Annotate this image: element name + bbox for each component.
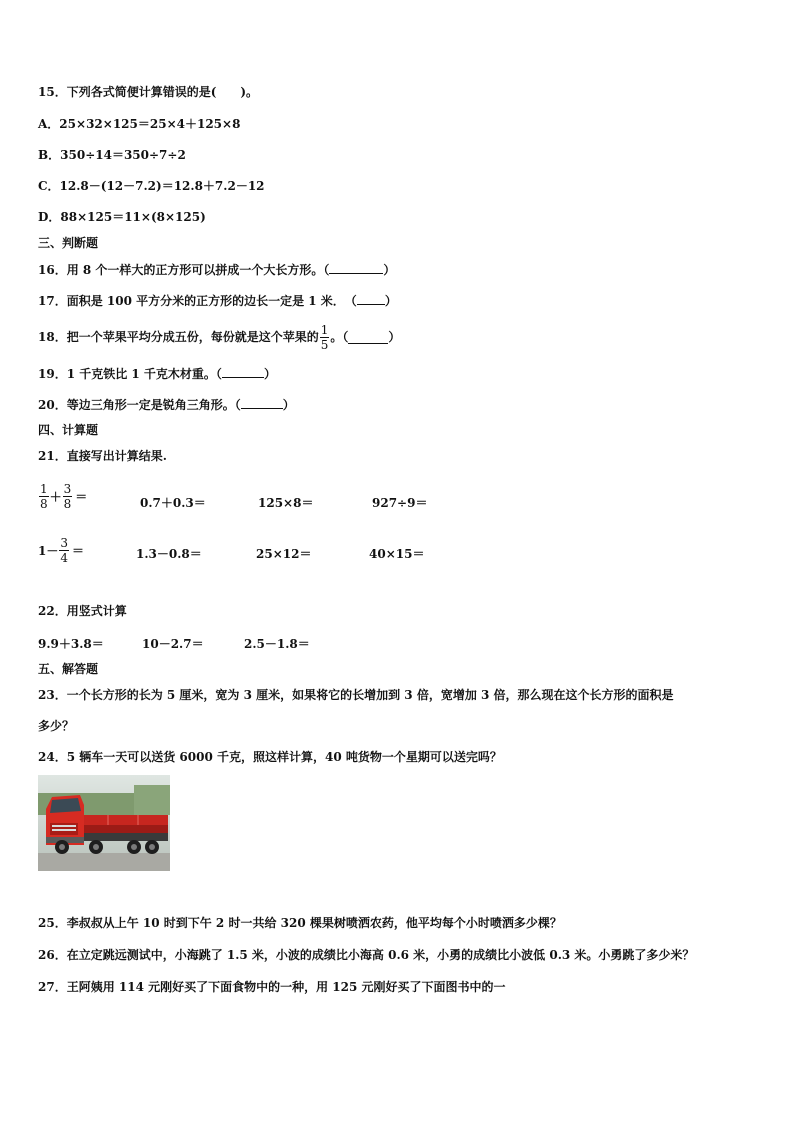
- question-20: [38, 396, 295, 413]
- calc-item: 25×12＝: [256, 547, 312, 561]
- truck-photo: [38, 775, 170, 871]
- fraction-denominator: 8: [63, 497, 72, 511]
- section-4-heading: 四、计算题: [38, 423, 99, 437]
- plus-sign: ＋: [49, 490, 62, 504]
- question-15-stem: 15．下列各式简便计算错误的是( )。: [38, 85, 259, 99]
- question-16: [38, 261, 395, 278]
- calc-fraction-sum: [38, 482, 87, 511]
- question-25: 25．李叔叔从上午 10 时到下午 2 时一共给 320 棵果树喷洒农药，他平均每个小时喷洒多少棵？: [38, 916, 562, 930]
- question-19-end: ）: [263, 367, 276, 381]
- calc-item: 9.9＋3.8＝: [38, 637, 104, 651]
- question-26: 26．在立定跳远测试中，小海跳了 1.5 米，小波的成绩比小海高 0.6 米，小勇的成绩比小波低 0.3 米。小勇跳了多少米？: [38, 948, 695, 962]
- question-17: [38, 292, 397, 309]
- equals-sign: ＝: [72, 544, 85, 558]
- fraction-one-eighth: [39, 482, 49, 511]
- fraction-denominator: 8: [40, 497, 48, 511]
- calc-fraction-difference: [38, 536, 84, 565]
- question-19: [38, 365, 276, 382]
- question-23-line-2: 多少？: [38, 719, 75, 733]
- question-27: 27．王阿姨用 114 元刚好买了下面食物中的一种，用 125 元刚好买了下面图书中的一: [38, 980, 506, 994]
- fraction-numerator: 1: [40, 482, 48, 496]
- fraction-numerator: 1: [320, 322, 329, 337]
- calc-item: 927÷9＝: [372, 496, 428, 510]
- section-5-heading: 五、解答题: [38, 662, 99, 676]
- calc-item: 0.7＋0.3＝: [140, 496, 206, 510]
- question-18-after: 。（: [330, 330, 349, 344]
- equals-sign: ＝: [75, 490, 88, 504]
- answer-blank[interactable]: [241, 396, 283, 409]
- question-20-end: ）: [282, 398, 295, 412]
- question-15-option-b: B．350÷14＝350÷7÷2: [38, 148, 186, 162]
- calc-item: 2.5－1.8＝: [244, 637, 310, 651]
- answer-blank[interactable]: [329, 261, 383, 274]
- question-20-text: 20．等边三角形一定是锐角三角形。（: [38, 398, 241, 412]
- question-15-option-d: D．88×125＝11×(8×125): [38, 210, 206, 224]
- fraction-one-fifth: [320, 323, 330, 352]
- calc-item: 10－2.7＝: [142, 637, 204, 651]
- question-23-line-1: 23．一个长方形的长为 5 厘米，宽为 3 厘米，如果将它的长增加到 3 倍，宽增加 3 倍，那么现在这个长方形的面积是: [38, 688, 674, 702]
- question-18-text: 18．把一个苹果平均分成五份，每份就是这个苹果的: [38, 330, 319, 344]
- question-15-option-a: A．25×32×125＝25×4＋125×8: [38, 117, 241, 131]
- fraction-numerator: 3: [60, 536, 68, 550]
- question-16-end: ）: [383, 263, 396, 277]
- calc-item: 40×15＝: [369, 547, 425, 561]
- question-17-text: 17．面积是 100 平方分米的正方形的边长一定是 1 米． （: [38, 294, 357, 308]
- fraction-denominator: 4: [60, 551, 68, 565]
- calc-item: 125×8＝: [258, 496, 314, 510]
- answer-blank[interactable]: [348, 331, 388, 344]
- question-18: [38, 320, 400, 354]
- question-16-text: 16．用 8 个一样大的正方形可以拼成一个大长方形。（: [38, 263, 330, 277]
- question-17-end: ）: [384, 294, 397, 308]
- question-18-end: ）: [388, 330, 401, 344]
- answer-blank[interactable]: [222, 365, 264, 378]
- question-15-option-c: C．12.8－(12－7.2)＝12.8＋7.2－12: [38, 179, 265, 193]
- fraction-numerator: 3: [63, 482, 72, 496]
- fraction-denominator: 5: [320, 337, 329, 352]
- question-24: 24．5 辆车一天可以送货 6000 千克，照这样计算，40 吨货物一个星期可以送完吗？: [38, 750, 502, 764]
- answer-blank[interactable]: [357, 292, 385, 305]
- fraction-three-eighths: [63, 482, 73, 511]
- calc-item: 1.3－0.8＝: [136, 547, 202, 561]
- question-21-stem: 21．直接写出计算结果.: [38, 449, 167, 463]
- calc-lead: 1－: [38, 544, 59, 558]
- question-22-stem: 22．用竖式计算: [38, 604, 127, 618]
- fraction-three-quarters: [59, 536, 69, 565]
- section-3-heading: 三、判断题: [38, 236, 99, 250]
- question-19-text: 19．1 千克铁比 1 千克木材重。（: [38, 367, 222, 381]
